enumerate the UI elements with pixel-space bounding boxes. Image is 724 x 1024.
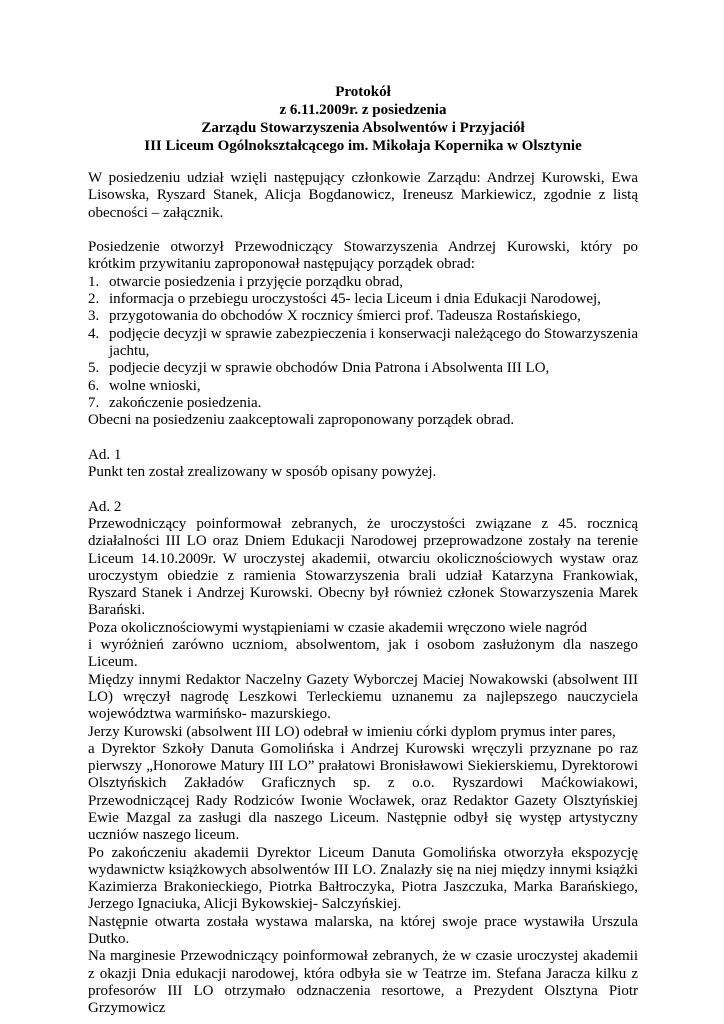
ad2-paragraph-3: Między innymi Redaktor Naczelny Gazety Wyborczej Maciej Nowakowski (absolwent III LO) wręczył nagrodę Leszkowi Terleckiemu uznanemu za najlepszego nauczyciela województwa warmińsko- mazurskiego.	[88, 671, 638, 723]
ad2-paragraph-2b: i wyróżnień zarówno uczniom, absolwentom, jak i osobom zasłużonym dla naszego Liceum.	[88, 637, 638, 671]
document-body	[88, 170, 638, 1018]
ad2-paragraph-4a: Jerzy Kurowski (absolwent III LO) odebrał w imieniu córki dyplom prymus inter pares,	[88, 723, 616, 740]
agenda-item: 3. przygotowania do obchodów X rocznicy śmierci prof. Tadeusza Rostańskiego,	[88, 308, 581, 325]
ad1-heading: Ad. 1	[88, 446, 122, 463]
board-name-line: Zarządu Stowarzyszenia Absolwentów i Przyjaciół	[201, 120, 525, 136]
agenda-item: 5. podjecie decyzji w sprawie obchodów Dnia Patrona i Absolwenta III LO,	[88, 360, 550, 377]
document-date-line: z 6.11.2009r. z posiedzenia	[279, 102, 447, 118]
ad2-paragraph-2a: Poza okolicznościowymi wystąpieniami w czasie akademii wręczono wiele nagród	[88, 619, 587, 636]
opening-paragraph: Posiedzenie otworzył Przewodniczący Stowarzyszenia Andrzej Kurowski, który po krótkim przywitaniu zaproponował następujący porządek obrad:	[88, 239, 638, 273]
document-header	[88, 83, 638, 155]
agenda-accepted-paragraph: Obecni na posiedzeniu zaakceptowali zaproponowany porządek obrad.	[88, 412, 515, 429]
ad2-heading: Ad. 2	[88, 498, 122, 515]
ad2-paragraph-1: Przewodniczący poinformował zebranych, że uroczystości związane z 45. rocznicą działalności III LO oraz Dniem Edukacji Narodowej przeprowadzone zostały na terenie Liceum 14.10.2009r. W uroczystej akademii, otwarciu okolicznościowych wystaw oraz uroczystym obiedzie z ramienia Stowarzyszenia brali udział Katarzyna Frankowiak, Ryszard Stanek i Andrzej Kurowski. Obecny był również członek Stowarzyszenia Marek Barański.	[88, 515, 638, 619]
agenda-item: 1. otwarcie posiedzenia i przyjęcie porządku obrad,	[88, 273, 404, 290]
ad2-paragraph-4b: a Dyrektor Szkoły Danuta Gomolińska i Andrzej Kurowski wręczyli przyznane po raz pierwszy „Honorowe Matury III LO” prałatowi Bronisławowi Siekierskiemu, Dyrektorowi Olsztyńskich Zakładów Graficznych sp. z o.o. Ryszardowi Maćkowiakowi, Przewodniczącej Rady Rodziców Iwonie Wocławek, oraz Redaktor Gazety Olsztyńskiej Ewie Mazgal za zasługi dla naszego Liceum. Następnie odbył się występ artystyczny uczniów naszego liceum.	[88, 740, 638, 844]
ad2-paragraph-5: Po zakończeniu akademii Dyrektor Liceum Danuta Gomolińska otworzyła ekspozycję wydawnictw książkowych absolwentów III LO. Znalazły się na niej między innymi książki Kazimierza Brakonieckiego, Piotrka Bałtroczyka, Piotra Jaszczuka, Marka Barańskiego, Jerzego Ignaciuka, Alicji Bykowskiej- Salczyńskiej.	[88, 844, 638, 913]
ad2-paragraph-7: Na marginesie Przewodniczący poinformował zebranych, że w czasie uroczystej akademii z okazji Dnia edukacji narodowej, która odbyła sie w Teatrze im. Stefana Jaracza kilku z profesorów III LO otrzymało odznaczenia resortowe, a Prezydent Olsztyna Piotr Grzymowicz	[88, 948, 638, 1017]
agenda-item: 6. wolne wnioski,	[88, 377, 201, 394]
agenda-item: 4. podjęcie decyzji w sprawie zabezpieczenia i konserwacji należącego do Stowarzyszenia jachtu,	[88, 325, 638, 359]
school-name-line: III Liceum Ogólnokształcącego im. Mikołaja Kopernika w Olsztynie	[144, 138, 582, 154]
attendance-paragraph: W posiedzeniu udział wzięli następujący członkowie Zarządu: Andrzej Kurowski, Ewa Lisowska, Ryszard Stanek, Alicja Bogdanowicz, Ireneusz Markiewicz, zgodnie z listą obecności – załącznik.	[88, 170, 638, 221]
agenda-item: 2. informacja o przebiegu uroczystości 45- lecia Liceum i dnia Edukacji Narodowej,	[88, 291, 601, 308]
ad1-text: Punkt ten został zrealizowany w sposób opisany powyżej.	[88, 464, 437, 481]
document-title: Protokół	[335, 84, 391, 100]
agenda-item: 7. zakończenie posiedzenia.	[88, 394, 262, 411]
agenda-list	[88, 274, 638, 412]
ad2-paragraph-6: Następnie otwarta została wystawa malarska, na której swoje prace wystawiła Urszula Dutko.	[88, 913, 638, 948]
